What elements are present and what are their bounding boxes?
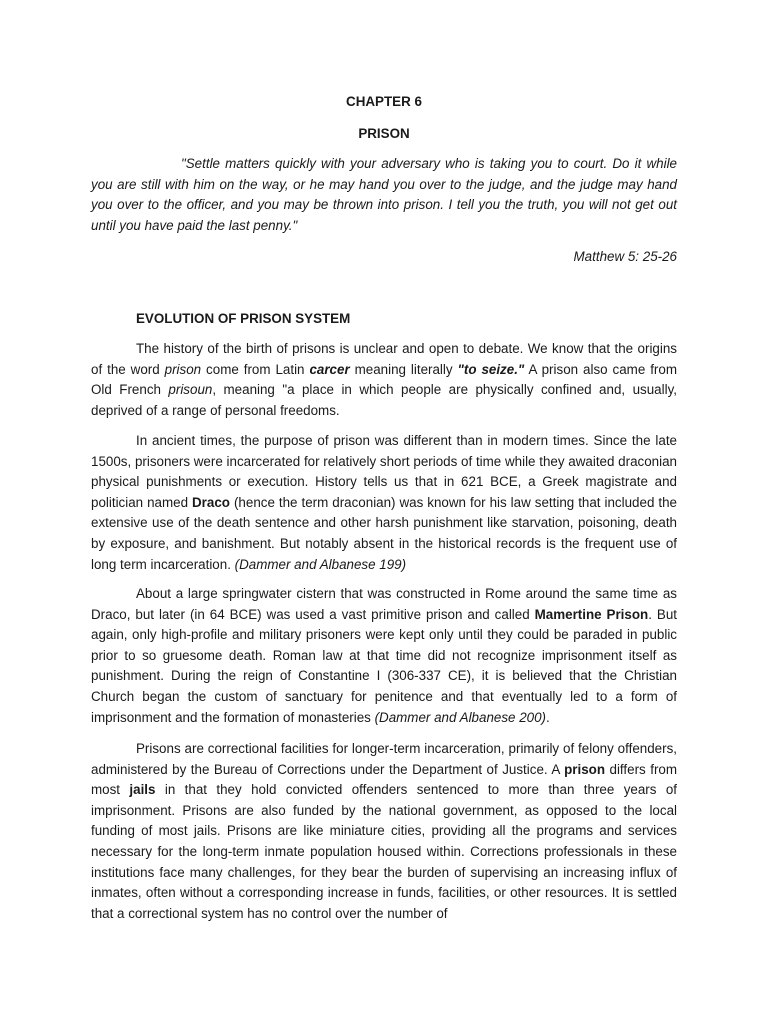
chapter-title: PRISON xyxy=(358,126,410,141)
chapter-number: CHAPTER 6 xyxy=(346,94,422,109)
section-heading: EVOLUTION OF PRISON SYSTEM xyxy=(136,311,351,326)
epigraph-citation: Matthew 5: 25-26 xyxy=(573,249,677,264)
paragraph-prisons-defined: Prisons are correctional facilities for longer-term incarceration, primarily of felony offenders, administered by the Bureau of Corrections under the Department of Justice. A prison differs from most jails in that they hold convicted offenders sentenced to more than three years of imprisonment. Prisons are also funded by the national government, as opposed to the local funding of most jails. Prisons are like miniature cities, providing all the programs and services necessary for the long-term inmate population housed within. Corrections professionals in these institutions face many challenges, for they bear the burden of supervising an increasing influx of inmates, often without a corresponding increase in funds, facilities, or other resources. It is settled that a correctional system has no control over the number of xyxy=(91,741,678,921)
paragraph-mamertine: About a large springwater cistern that was constructed in Rome around the same time as Draco, but later (in 64 BCE) was used a vast primitive prison and called Mamertine Prison. But again, only high-profile and military prisoners were kept only until they could be paraded in public prior to so gruesome death. Roman law at that time did not recognize imprisonment itself as punishment. During the reign of Constantine I (306-337 CE), it is believed that the Christian Church began the custom of sanctuary for penitence and that eventually led to a form of imprisonment and the formation of monasteries (Dammer and Albanese 200). xyxy=(91,586,677,725)
paragraph-ancient-times: In ancient times, the purpose of prison was different than in modern times. Since the late 1500s, prisoners were incarcerated for relatively short periods of time while they awaited draconian physical punishments or execution. History tells us that in 621 BCE, a Greek magistrate and politician named Draco (hence the term draconian) was known for his law setting that included the extensive use of the death sentence and other harsh punishment like starvation, poisoning, death by exposure, and banishment. But notably absent in the historical records is the frequent use of long term incarceration. (Dammer and Albanese 199) xyxy=(91,433,677,572)
paragraph-origins: The history of the birth of prisons is unclear and open to debate. We know that the origins of the word prison come from Latin carcer meaning literally "to seize." A prison also came from Old French prisoun, meaning "a place in which people are physically confined and, usually, deprived of a range of personal freedoms. xyxy=(91,341,677,418)
epigraph-quote: "Settle matters quickly with your adversary who is taking you to court. Do it while you are still with him on the way, or he may hand you over to the judge, and the judge may hand you over to the officer, and you may be thrown into prison. I tell you the truth, you will not get out until you have paid the last penny." xyxy=(91,156,677,233)
